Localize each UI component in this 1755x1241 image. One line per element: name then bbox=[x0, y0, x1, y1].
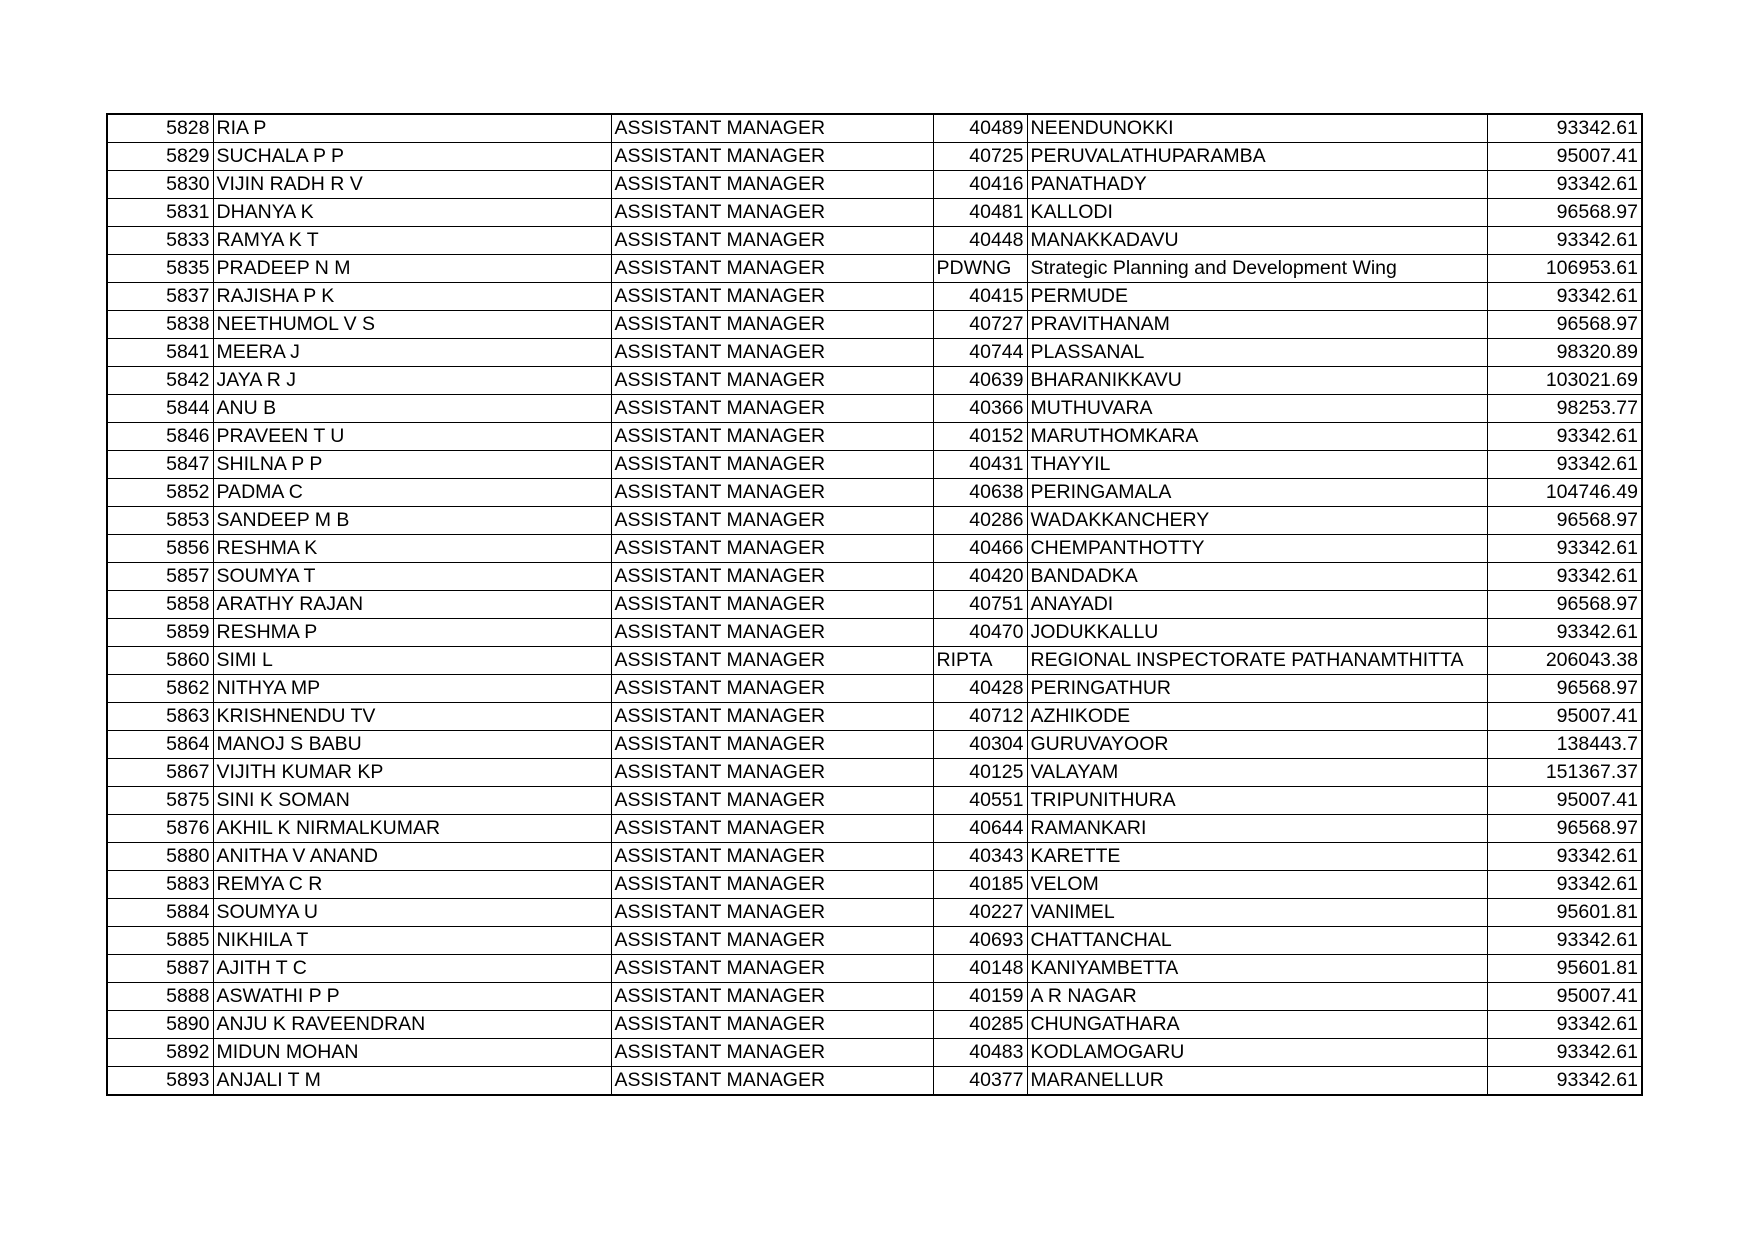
office-code-cell: 40693 bbox=[933, 927, 1027, 955]
employee-name-cell: AJITH T C bbox=[213, 955, 611, 983]
amount-cell: 93342.61 bbox=[1487, 927, 1642, 955]
office-name-cell: JODUKKALLU bbox=[1027, 619, 1487, 647]
office-code-cell: 40148 bbox=[933, 955, 1027, 983]
table-row bbox=[107, 367, 1642, 395]
amount-cell: 95007.41 bbox=[1487, 787, 1642, 815]
office-code-cell: 40125 bbox=[933, 759, 1027, 787]
amount-cell: 93342.61 bbox=[1487, 171, 1642, 199]
office-code-cell: 40470 bbox=[933, 619, 1027, 647]
office-code-cell: 40638 bbox=[933, 479, 1027, 507]
office-code-cell: 40343 bbox=[933, 843, 1027, 871]
amount-cell: 93342.61 bbox=[1487, 871, 1642, 899]
table-row bbox=[107, 1011, 1642, 1039]
amount-cell: 93342.61 bbox=[1487, 1039, 1642, 1067]
office-code-cell: 40483 bbox=[933, 1039, 1027, 1067]
designation-cell: ASSISTANT MANAGER bbox=[611, 199, 933, 227]
office-name-cell: NEENDUNOKKI bbox=[1027, 114, 1487, 143]
designation-cell: ASSISTANT MANAGER bbox=[611, 647, 933, 675]
office-name-cell: BANDADKA bbox=[1027, 563, 1487, 591]
designation-cell: ASSISTANT MANAGER bbox=[611, 563, 933, 591]
employee-name-cell: RIA P bbox=[213, 114, 611, 143]
employee-name-cell: ANU B bbox=[213, 395, 611, 423]
designation-cell: ASSISTANT MANAGER bbox=[611, 255, 933, 283]
employee-id-cell: 5852 bbox=[107, 479, 213, 507]
employee-id-cell: 5876 bbox=[107, 815, 213, 843]
table-row bbox=[107, 843, 1642, 871]
table-row bbox=[107, 675, 1642, 703]
employee-name-cell: SHILNA P P bbox=[213, 451, 611, 479]
amount-cell: 93342.61 bbox=[1487, 283, 1642, 311]
employee-id-cell: 5846 bbox=[107, 423, 213, 451]
table-row bbox=[107, 955, 1642, 983]
employee-id-cell: 5884 bbox=[107, 899, 213, 927]
designation-cell: ASSISTANT MANAGER bbox=[611, 787, 933, 815]
employee-id-cell: 5842 bbox=[107, 367, 213, 395]
employee-id-cell: 5841 bbox=[107, 339, 213, 367]
amount-cell: 96568.97 bbox=[1487, 675, 1642, 703]
table-row bbox=[107, 507, 1642, 535]
amount-cell: 95007.41 bbox=[1487, 703, 1642, 731]
office-name-cell: GURUVAYOOR bbox=[1027, 731, 1487, 759]
table-row bbox=[107, 1039, 1642, 1067]
designation-cell: ASSISTANT MANAGER bbox=[611, 114, 933, 143]
employee-name-cell: SIMI L bbox=[213, 647, 611, 675]
employee-id-cell: 5858 bbox=[107, 591, 213, 619]
office-code-cell: 40159 bbox=[933, 983, 1027, 1011]
table-row bbox=[107, 563, 1642, 591]
employee-id-cell: 5867 bbox=[107, 759, 213, 787]
employee-id-cell: 5883 bbox=[107, 871, 213, 899]
designation-cell: ASSISTANT MANAGER bbox=[611, 759, 933, 787]
designation-cell: ASSISTANT MANAGER bbox=[611, 703, 933, 731]
office-name-cell: PANATHADY bbox=[1027, 171, 1487, 199]
designation-cell: ASSISTANT MANAGER bbox=[611, 1067, 933, 1096]
office-code-cell: 40416 bbox=[933, 171, 1027, 199]
designation-cell: ASSISTANT MANAGER bbox=[611, 843, 933, 871]
office-name-cell: PERUVALATHUPARAMBA bbox=[1027, 143, 1487, 171]
designation-cell: ASSISTANT MANAGER bbox=[611, 983, 933, 1011]
office-code-cell: 40428 bbox=[933, 675, 1027, 703]
amount-cell: 93342.61 bbox=[1487, 1067, 1642, 1096]
office-name-cell: TRIPUNITHURA bbox=[1027, 787, 1487, 815]
office-code-cell: 40489 bbox=[933, 114, 1027, 143]
employee-id-cell: 5885 bbox=[107, 927, 213, 955]
table-row bbox=[107, 255, 1642, 283]
amount-cell: 151367.37 bbox=[1487, 759, 1642, 787]
amount-cell: 93342.61 bbox=[1487, 451, 1642, 479]
office-code-cell: 40744 bbox=[933, 339, 1027, 367]
employee-id-cell: 5892 bbox=[107, 1039, 213, 1067]
employee-name-cell: ARATHY RAJAN bbox=[213, 591, 611, 619]
office-name-cell: PERINGAMALA bbox=[1027, 479, 1487, 507]
employee-name-cell: MIDUN MOHAN bbox=[213, 1039, 611, 1067]
employee-name-cell: MANOJ S BABU bbox=[213, 731, 611, 759]
office-code-cell: 40727 bbox=[933, 311, 1027, 339]
employee-id-cell: 5847 bbox=[107, 451, 213, 479]
amount-cell: 138443.7 bbox=[1487, 731, 1642, 759]
employee-name-cell: SANDEEP M B bbox=[213, 507, 611, 535]
office-name-cell: PERMUDE bbox=[1027, 283, 1487, 311]
office-name-cell: AZHIKODE bbox=[1027, 703, 1487, 731]
designation-cell: ASSISTANT MANAGER bbox=[611, 1039, 933, 1067]
employee-name-cell: RAMYA K T bbox=[213, 227, 611, 255]
employee-table-body bbox=[107, 114, 1642, 1095]
table-row bbox=[107, 311, 1642, 339]
designation-cell: ASSISTANT MANAGER bbox=[611, 815, 933, 843]
office-code-cell: 40551 bbox=[933, 787, 1027, 815]
office-name-cell: RAMANKARI bbox=[1027, 815, 1487, 843]
employee-name-cell: RESHMA K bbox=[213, 535, 611, 563]
table-row bbox=[107, 143, 1642, 171]
table-row bbox=[107, 395, 1642, 423]
employee-name-cell: AKHIL K NIRMALKUMAR bbox=[213, 815, 611, 843]
office-name-cell: MUTHUVARA bbox=[1027, 395, 1487, 423]
table-row bbox=[107, 815, 1642, 843]
office-code-cell: 40152 bbox=[933, 423, 1027, 451]
table-row bbox=[107, 199, 1642, 227]
designation-cell: ASSISTANT MANAGER bbox=[611, 143, 933, 171]
office-name-cell: PRAVITHANAM bbox=[1027, 311, 1487, 339]
office-code-cell: 40304 bbox=[933, 731, 1027, 759]
employee-id-cell: 5856 bbox=[107, 535, 213, 563]
amount-cell: 104746.49 bbox=[1487, 479, 1642, 507]
designation-cell: ASSISTANT MANAGER bbox=[611, 339, 933, 367]
amount-cell: 93342.61 bbox=[1487, 563, 1642, 591]
employee-name-cell: MEERA J bbox=[213, 339, 611, 367]
designation-cell: ASSISTANT MANAGER bbox=[611, 227, 933, 255]
amount-cell: 96568.97 bbox=[1487, 311, 1642, 339]
amount-cell: 103021.69 bbox=[1487, 367, 1642, 395]
employee-name-cell: SUCHALA P P bbox=[213, 143, 611, 171]
designation-cell: ASSISTANT MANAGER bbox=[611, 423, 933, 451]
employee-id-cell: 5853 bbox=[107, 507, 213, 535]
office-name-cell: ANAYADI bbox=[1027, 591, 1487, 619]
office-name-cell: KALLODI bbox=[1027, 199, 1487, 227]
employee-name-cell: NITHYA MP bbox=[213, 675, 611, 703]
table-row bbox=[107, 871, 1642, 899]
employee-id-cell: 5862 bbox=[107, 675, 213, 703]
table-row bbox=[107, 759, 1642, 787]
employee-name-cell: NEETHUMOL V S bbox=[213, 311, 611, 339]
office-name-cell: PLASSANAL bbox=[1027, 339, 1487, 367]
amount-cell: 93342.61 bbox=[1487, 114, 1642, 143]
amount-cell: 206043.38 bbox=[1487, 647, 1642, 675]
employee-name-cell: RAJISHA P K bbox=[213, 283, 611, 311]
office-code-cell: 40366 bbox=[933, 395, 1027, 423]
designation-cell: ASSISTANT MANAGER bbox=[611, 927, 933, 955]
office-code-cell: 40431 bbox=[933, 451, 1027, 479]
employee-name-cell: VIJITH KUMAR KP bbox=[213, 759, 611, 787]
designation-cell: ASSISTANT MANAGER bbox=[611, 899, 933, 927]
employee-id-cell: 5888 bbox=[107, 983, 213, 1011]
table-row bbox=[107, 423, 1642, 451]
designation-cell: ASSISTANT MANAGER bbox=[611, 507, 933, 535]
office-name-cell: MARANELLUR bbox=[1027, 1067, 1487, 1096]
amount-cell: 106953.61 bbox=[1487, 255, 1642, 283]
employee-id-cell: 5875 bbox=[107, 787, 213, 815]
office-code-cell: 40481 bbox=[933, 199, 1027, 227]
office-name-cell: KODLAMOGARU bbox=[1027, 1039, 1487, 1067]
employee-name-cell: PADMA C bbox=[213, 479, 611, 507]
designation-cell: ASSISTANT MANAGER bbox=[611, 619, 933, 647]
table-row bbox=[107, 1067, 1642, 1096]
office-name-cell: WADAKKANCHERY bbox=[1027, 507, 1487, 535]
office-code-cell: 40639 bbox=[933, 367, 1027, 395]
amount-cell: 93342.61 bbox=[1487, 843, 1642, 871]
employee-name-cell: SOUMYA T bbox=[213, 563, 611, 591]
office-name-cell: MARUTHOMKARA bbox=[1027, 423, 1487, 451]
employee-name-cell: NIKHILA T bbox=[213, 927, 611, 955]
amount-cell: 96568.97 bbox=[1487, 507, 1642, 535]
employee-name-cell: PRAVEEN T U bbox=[213, 423, 611, 451]
table-row bbox=[107, 479, 1642, 507]
office-code-cell: 40751 bbox=[933, 591, 1027, 619]
employee-id-cell: 5830 bbox=[107, 171, 213, 199]
office-name-cell: CHEMPANTHOTTY bbox=[1027, 535, 1487, 563]
employee-id-cell: 5893 bbox=[107, 1067, 213, 1096]
employee-name-cell: REMYA C R bbox=[213, 871, 611, 899]
table-row bbox=[107, 647, 1642, 675]
employee-id-cell: 5864 bbox=[107, 731, 213, 759]
employee-name-cell: DHANYA K bbox=[213, 199, 611, 227]
table-row bbox=[107, 339, 1642, 367]
employee-id-cell: 5837 bbox=[107, 283, 213, 311]
amount-cell: 96568.97 bbox=[1487, 815, 1642, 843]
amount-cell: 95601.81 bbox=[1487, 899, 1642, 927]
office-code-cell: RIPTA bbox=[933, 647, 1027, 675]
employee-name-cell: VIJIN RADH R V bbox=[213, 171, 611, 199]
office-code-cell: 40644 bbox=[933, 815, 1027, 843]
designation-cell: ASSISTANT MANAGER bbox=[611, 1011, 933, 1039]
office-name-cell: VALAYAM bbox=[1027, 759, 1487, 787]
employee-id-cell: 5838 bbox=[107, 311, 213, 339]
amount-cell: 98320.89 bbox=[1487, 339, 1642, 367]
employee-name-cell: ANJU K RAVEENDRAN bbox=[213, 1011, 611, 1039]
employee-name-cell: PRADEEP N M bbox=[213, 255, 611, 283]
employee-id-cell: 5887 bbox=[107, 955, 213, 983]
designation-cell: ASSISTANT MANAGER bbox=[611, 395, 933, 423]
employee-name-cell: SOUMYA U bbox=[213, 899, 611, 927]
table-row bbox=[107, 283, 1642, 311]
office-code-cell: 40377 bbox=[933, 1067, 1027, 1096]
designation-cell: ASSISTANT MANAGER bbox=[611, 955, 933, 983]
employee-id-cell: 5828 bbox=[107, 114, 213, 143]
amount-cell: 95601.81 bbox=[1487, 955, 1642, 983]
designation-cell: ASSISTANT MANAGER bbox=[611, 479, 933, 507]
employee-id-cell: 5860 bbox=[107, 647, 213, 675]
office-name-cell: REGIONAL INSPECTORATE PATHANAMTHITTA bbox=[1027, 647, 1487, 675]
table-row bbox=[107, 731, 1642, 759]
employee-id-cell: 5829 bbox=[107, 143, 213, 171]
designation-cell: ASSISTANT MANAGER bbox=[611, 451, 933, 479]
employee-id-cell: 5833 bbox=[107, 227, 213, 255]
office-code-cell: 40285 bbox=[933, 1011, 1027, 1039]
amount-cell: 98253.77 bbox=[1487, 395, 1642, 423]
designation-cell: ASSISTANT MANAGER bbox=[611, 731, 933, 759]
amount-cell: 95007.41 bbox=[1487, 983, 1642, 1011]
office-name-cell: CHATTANCHAL bbox=[1027, 927, 1487, 955]
employee-name-cell: RESHMA P bbox=[213, 619, 611, 647]
employee-name-cell: JAYA R J bbox=[213, 367, 611, 395]
office-name-cell: VANIMEL bbox=[1027, 899, 1487, 927]
amount-cell: 93342.61 bbox=[1487, 535, 1642, 563]
office-code-cell: 40712 bbox=[933, 703, 1027, 731]
employee-name-cell: SINI K SOMAN bbox=[213, 787, 611, 815]
designation-cell: ASSISTANT MANAGER bbox=[611, 871, 933, 899]
employee-id-cell: 5863 bbox=[107, 703, 213, 731]
designation-cell: ASSISTANT MANAGER bbox=[611, 535, 933, 563]
office-code-cell: 40185 bbox=[933, 871, 1027, 899]
office-name-cell: KARETTE bbox=[1027, 843, 1487, 871]
amount-cell: 93342.61 bbox=[1487, 227, 1642, 255]
table-row bbox=[107, 114, 1642, 143]
employee-id-cell: 5890 bbox=[107, 1011, 213, 1039]
office-code-cell: 40466 bbox=[933, 535, 1027, 563]
employee-id-cell: 5844 bbox=[107, 395, 213, 423]
employee-id-cell: 5831 bbox=[107, 199, 213, 227]
table-row bbox=[107, 591, 1642, 619]
table-row bbox=[107, 899, 1642, 927]
office-code-cell: 40286 bbox=[933, 507, 1027, 535]
table-row bbox=[107, 983, 1642, 1011]
office-name-cell: MANAKKADAVU bbox=[1027, 227, 1487, 255]
designation-cell: ASSISTANT MANAGER bbox=[611, 675, 933, 703]
designation-cell: ASSISTANT MANAGER bbox=[611, 367, 933, 395]
employee-id-cell: 5880 bbox=[107, 843, 213, 871]
employee-name-cell: ANITHA V ANAND bbox=[213, 843, 611, 871]
designation-cell: ASSISTANT MANAGER bbox=[611, 171, 933, 199]
table-row bbox=[107, 787, 1642, 815]
employee-name-cell: ASWATHI P P bbox=[213, 983, 611, 1011]
employee-name-cell: KRISHNENDU TV bbox=[213, 703, 611, 731]
amount-cell: 96568.97 bbox=[1487, 199, 1642, 227]
designation-cell: ASSISTANT MANAGER bbox=[611, 311, 933, 339]
designation-cell: ASSISTANT MANAGER bbox=[611, 591, 933, 619]
amount-cell: 95007.41 bbox=[1487, 143, 1642, 171]
table-row bbox=[107, 171, 1642, 199]
employee-id-cell: 5835 bbox=[107, 255, 213, 283]
office-name-cell: BHARANIKKAVU bbox=[1027, 367, 1487, 395]
office-name-cell: KANIYAMBETTA bbox=[1027, 955, 1487, 983]
amount-cell: 93342.61 bbox=[1487, 619, 1642, 647]
office-code-cell: 40227 bbox=[933, 899, 1027, 927]
office-name-cell: CHUNGATHARA bbox=[1027, 1011, 1487, 1039]
office-name-cell: PERINGATHUR bbox=[1027, 675, 1487, 703]
table-row bbox=[107, 227, 1642, 255]
table-row bbox=[107, 535, 1642, 563]
employee-id-cell: 5857 bbox=[107, 563, 213, 591]
table-row bbox=[107, 927, 1642, 955]
office-code-cell: 40725 bbox=[933, 143, 1027, 171]
designation-cell: ASSISTANT MANAGER bbox=[611, 283, 933, 311]
office-name-cell: THAYYIL bbox=[1027, 451, 1487, 479]
office-name-cell: Strategic Planning and Development Wing bbox=[1027, 255, 1487, 283]
amount-cell: 93342.61 bbox=[1487, 423, 1642, 451]
amount-cell: 96568.97 bbox=[1487, 591, 1642, 619]
employee-table bbox=[106, 113, 1643, 1096]
amount-cell: 93342.61 bbox=[1487, 1011, 1642, 1039]
office-code-cell: PDWNG bbox=[933, 255, 1027, 283]
office-code-cell: 40448 bbox=[933, 227, 1027, 255]
table-row bbox=[107, 451, 1642, 479]
table-row bbox=[107, 619, 1642, 647]
office-name-cell: VELOM bbox=[1027, 871, 1487, 899]
office-code-cell: 40415 bbox=[933, 283, 1027, 311]
office-code-cell: 40420 bbox=[933, 563, 1027, 591]
employee-id-cell: 5859 bbox=[107, 619, 213, 647]
office-name-cell: A R NAGAR bbox=[1027, 983, 1487, 1011]
employee-name-cell: ANJALI T M bbox=[213, 1067, 611, 1096]
table-row bbox=[107, 703, 1642, 731]
